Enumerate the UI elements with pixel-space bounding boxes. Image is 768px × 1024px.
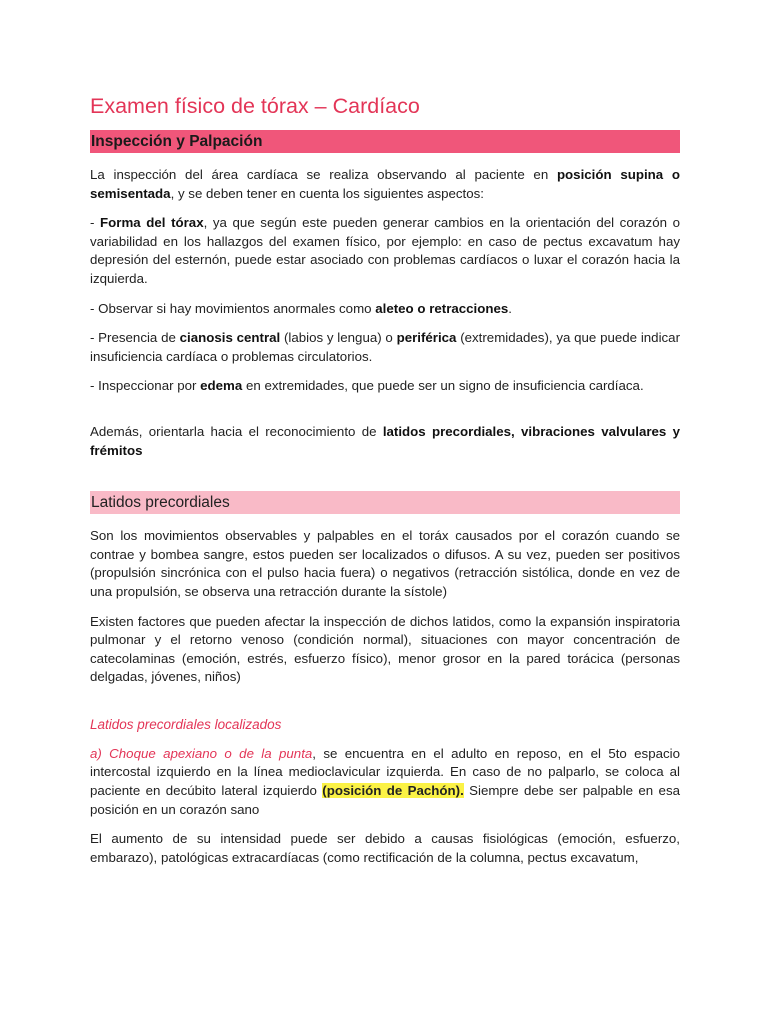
- bold-term: aleteo o retracciones: [375, 300, 509, 316]
- highlighted-term: (posición de Pachón).: [322, 783, 464, 799]
- paragraph: [90, 377, 680, 396]
- text-run: .: [508, 300, 512, 316]
- spacer: [90, 407, 680, 423]
- text-run: Además, orientarla hacia el reconocimiento de: [90, 423, 383, 439]
- bold-term: periférica: [396, 330, 457, 346]
- bold-term: Forma del tórax: [100, 215, 204, 231]
- paragraph: [90, 300, 680, 319]
- paragraph: Son los movimientos observables y palpables en el toráx causados por el corazón cuando se contrae y bombea sangre, estos pueden ser localizados o difusos. A su vez, pueden ser positivos (propulsión sincrónica con el pulso hacia fuera) o negativos (retracción sistólica, donde en vez de una propulsión, se observa una retracción durante la sístole): [90, 528, 680, 599]
- document-page: [90, 92, 680, 878]
- spacer: [90, 471, 680, 491]
- text-run: La inspección del área cardíaca se realiza observando al paciente en: [90, 167, 557, 182]
- text-run: (extremidades), ya que puede indicar insuficiencia cardíaca o problemas circulatorios.: [90, 330, 680, 364]
- text-run: - Presencia de: [90, 330, 180, 346]
- paragraph: El aumento de su intensidad puede ser debido a causas fisiológicas (emoción, esfuerzo, embarazo), patológicas extracardíacas (como rectificación de la columna, pectus excavatum,: [90, 831, 680, 865]
- document-title: Examen físico de tórax – Cardíaco: [90, 94, 420, 118]
- text-run: - Observar si hay movimientos anormales como: [90, 300, 376, 316]
- text-run: , se encuentra en el adulto en reposo, en el 5to espacio intercostal izquierdo en la línea medioclavicular izquierda. En caso de no palparlo, se coloca al paciente en decúbito lateral izquierdo: [90, 745, 680, 799]
- bold-term: edema: [200, 378, 243, 394]
- text-run: Siempre debe ser palpable en esa posición en un corazón sano: [90, 783, 680, 817]
- bold-term: posición supina o semisentada: [90, 167, 681, 201]
- text-run: - Inspeccionar por: [90, 378, 201, 394]
- bold-term: cianosis central: [179, 330, 281, 346]
- paragraph: [90, 214, 680, 288]
- paragraph: [90, 745, 680, 819]
- text-run: , y se deben tener en cuenta los siguientes aspectos:: [170, 185, 484, 201]
- bold-term: latidos precordiales, vibraciones valvulares y frémitos: [90, 423, 680, 458]
- paragraph: [90, 329, 680, 366]
- section-heading-inspeccion: Inspección y Palpación: [90, 130, 680, 153]
- text-run: (labios y lengua) o: [280, 330, 397, 346]
- section-heading-latidos: Latidos precordiales: [90, 491, 680, 514]
- italic-term: a) Choque apexiano o de la punta: [90, 745, 313, 761]
- text-run: en extremidades, que puede ser un signo de insuficiencia cardíaca.: [242, 378, 644, 394]
- paragraph: [90, 423, 680, 460]
- paragraph: [90, 166, 680, 203]
- text-run: , ya que según este pueden generar cambios en la orientación del corazón o variabilidad en los hallazgos del examen físico, por ejemplo: en caso de pectus excavatum hay depresión del esternón, puede estar asociado con problemas cardíacos o luxar el corazón hacia la izquierda.: [90, 215, 680, 286]
- subheading-latidos-localizados: Latidos precordiales localizados: [90, 716, 282, 732]
- paragraph: Existen factores que pueden afectar la inspección de dichos latidos, como la expansión inspiratoria pulmonar y el retorno venoso (condición normal), situaciones con mayor concentración de catecolaminas (emoción, estrés, esfuerzo físico), menor grosor en la pared torácica (personas delgadas, jóvenes, niños): [90, 613, 680, 685]
- spacer: [90, 698, 680, 716]
- text-run: -: [90, 215, 101, 231]
